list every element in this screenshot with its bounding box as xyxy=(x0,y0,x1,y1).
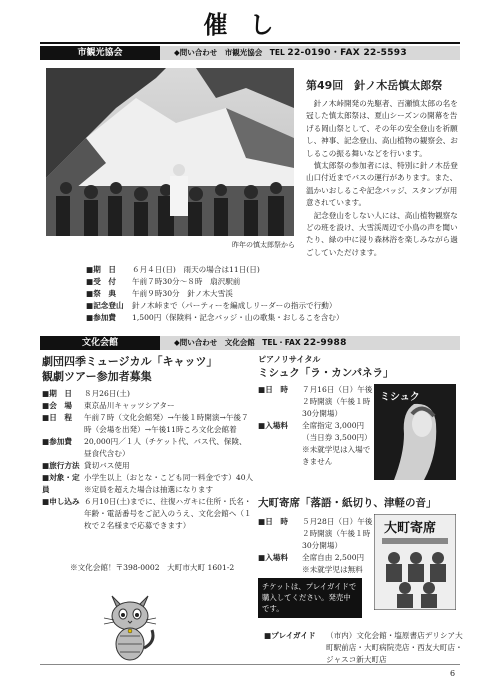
info-value: ５月28日（日）午後２時開演（午後１時30分開場） xyxy=(302,517,373,550)
playguide-key: ■ プレイガイド xyxy=(264,630,326,666)
info-key: ■ 旅行方法 xyxy=(42,460,84,472)
page-title: 催し xyxy=(203,11,296,39)
info-row xyxy=(86,276,466,288)
festival-description xyxy=(306,98,458,259)
culture-inquiry xyxy=(160,336,460,350)
info-value: ６月４日(日) 雨天の場合は11日(日) xyxy=(132,265,260,274)
rakugo-info-list xyxy=(258,516,376,576)
info-row xyxy=(86,312,466,324)
info-key: ■ 記念登山 xyxy=(86,300,132,312)
info-key: ■ 期 日 xyxy=(86,264,132,276)
info-key: ■ 受 付 xyxy=(86,276,132,288)
festival-photo xyxy=(46,68,294,236)
info-value: 東京品川キャッツシアター xyxy=(84,401,175,410)
musical-title-line2: 観劇ツアー参加者募集 xyxy=(42,370,152,383)
info-key: ■ 日 時 xyxy=(258,384,302,420)
info-value: 針ノ木峠まで（パーティーを編成しリーダーの指示で行動） xyxy=(132,301,337,310)
info-row xyxy=(86,288,466,300)
piano-subtitle: ピアノリサイタル xyxy=(258,355,321,364)
playguide-value: （市内）文化会館・塩原書店デリシア大町駅前店・大町病院売店・西友大町店・ジャスコ新大町店 xyxy=(326,631,463,664)
info-key: ■ 期 日 xyxy=(42,388,84,400)
rakugo-poster-image xyxy=(374,514,456,610)
info-key: ■ 祭 典 xyxy=(86,288,132,300)
piano-title: ミシュク「ラ・カンパネラ」 xyxy=(258,367,394,379)
info-key: ■ 参加費 xyxy=(42,436,84,460)
info-key: ■ 対象・定員 xyxy=(42,472,84,496)
info-value: 午前７時（文化会館発）→午後１時開演→午後７時（会場を出発）→午後11時ころ文化会館着 xyxy=(84,413,249,434)
festival-info-list xyxy=(86,264,466,324)
culture-section-bar xyxy=(40,336,460,350)
bottom-rule xyxy=(40,664,460,665)
info-value: ８月26日(土) xyxy=(84,389,130,398)
info-row xyxy=(42,460,254,472)
rakugo-poster xyxy=(374,514,456,610)
piano-info-list xyxy=(258,384,376,468)
cat-illustration xyxy=(100,586,160,666)
info-row xyxy=(42,496,254,532)
tourism-tel: 22-0190・FAX 22-5593 xyxy=(287,48,407,58)
festival-title: 第49回 針ノ木岳慎太郎祭 xyxy=(306,79,443,92)
photo-caption: 昨年の慎太郎祭から xyxy=(232,241,295,249)
info-value: ６月10日(土)までに、往復ハガキに住所・氏名・年齢・電話番号をご記入のうえ、文化会館へ（１枚で２名様まで応募できます） xyxy=(84,497,252,530)
culture-inquiry-label: ◆問い合わせ 文化会館 TEL・FAX xyxy=(174,338,301,347)
festival-paragraph: 記念登山をしない人には、高山植物観察などの班を設け、大雪渓周辺で小鳥の声を聞いたり、緑の中に浸り森林浴を楽しみながら過ごしていただけます。 xyxy=(306,210,458,257)
tourism-section-bar xyxy=(40,46,460,60)
musical-address-note: ※文化会館！〒398-0002 大町市大町 1601-2 xyxy=(70,563,235,572)
info-key: ■ 日 程 xyxy=(42,412,84,436)
info-row xyxy=(42,412,254,436)
festival-paragraph: 慎太郎祭の参加者には、特別に針ノ木岳登山口付近までバスの運行があります。また、温かいおしるこや記念バッジ、スタンプが用意されています。 xyxy=(306,161,458,208)
tourism-inquiry xyxy=(160,46,460,60)
info-row xyxy=(258,516,376,552)
ticket-notice: チケットは、プレイガイドで購入してください。発売中です。 xyxy=(258,578,362,618)
info-row xyxy=(42,472,261,496)
musical-info-list xyxy=(42,388,261,532)
tourism-inquiry-label: ◆問い合わせ 市観光協会 TEL xyxy=(174,48,285,57)
festival-paragraph: 針ノ木峠開発の先駆者、百瀬慎太郎の名を冠した慎太郎祭は、夏山シーズンの開幕を告げる岡山祭として、その年の安全登山を祈願し、神事、記念登山、高山植物の観察会、おしるこの振る舞いなどを行います。 xyxy=(306,99,458,158)
info-row xyxy=(42,436,254,460)
piano-poster-image xyxy=(374,384,456,480)
info-row xyxy=(86,300,466,312)
musical-title xyxy=(42,354,252,384)
piano-poster-text: ミシュク xyxy=(380,392,420,403)
info-value: 午前７時30分～８時 扇沢駅前 xyxy=(132,277,241,286)
info-value: 全席指定 3,000円（当日券 3,500円）※未就学児は入場できません xyxy=(302,421,372,466)
tourism-tag: 市観光協会 xyxy=(40,46,160,60)
info-value: ７月16日（日）午後２時開演（午後１時30分開場） xyxy=(302,385,373,418)
culture-tel: 22-9988 xyxy=(303,338,347,348)
rakugo-poster-text: 大町寄席 xyxy=(384,521,437,536)
rakugo-title: 大町寄席「落語・紙切り、津軽の音」 xyxy=(258,497,437,509)
info-value: 午前９時30分 針ノ木大雪渓 xyxy=(132,289,233,298)
info-value: 貸切バス使用 xyxy=(84,461,130,470)
info-key: ■ 日 時 xyxy=(258,516,302,552)
info-value: 小学生以上（おとな・こども同一料金です）40人 ※定員を超えた場合は抽選になります xyxy=(84,473,261,494)
info-key: ■ 参加費 xyxy=(86,312,132,324)
info-row xyxy=(42,388,254,400)
musical-title-line1: 劇団四季ミュージカル「キャッツ」 xyxy=(42,355,218,368)
cat-icon xyxy=(100,586,160,666)
info-value: 20,000円／１人（チケット代、バス代、保険、昼食代含む） xyxy=(84,437,247,458)
info-key: ■ 会 場 xyxy=(42,400,84,412)
info-key: ■ 入場料 xyxy=(258,420,302,468)
culture-tag: 文化会館 xyxy=(40,336,160,350)
piano-poster xyxy=(374,384,456,480)
info-row xyxy=(258,420,376,468)
playguide xyxy=(264,630,464,666)
info-key: ■ 入場料 xyxy=(258,552,302,576)
info-row xyxy=(86,264,466,276)
info-value: 全席自由 2,500円 ※未就学児は無料 xyxy=(302,553,372,574)
title-rule xyxy=(40,42,460,44)
festival-photo-image xyxy=(46,68,294,236)
info-key: ■ 申し込み xyxy=(42,496,84,532)
info-row xyxy=(42,400,254,412)
page-number: 6 xyxy=(450,669,456,678)
info-value: 1,500円（保険料・記念バッジ・山の歌集・おしるこを含む） xyxy=(132,313,344,322)
info-row xyxy=(258,552,376,576)
info-row xyxy=(258,384,376,420)
